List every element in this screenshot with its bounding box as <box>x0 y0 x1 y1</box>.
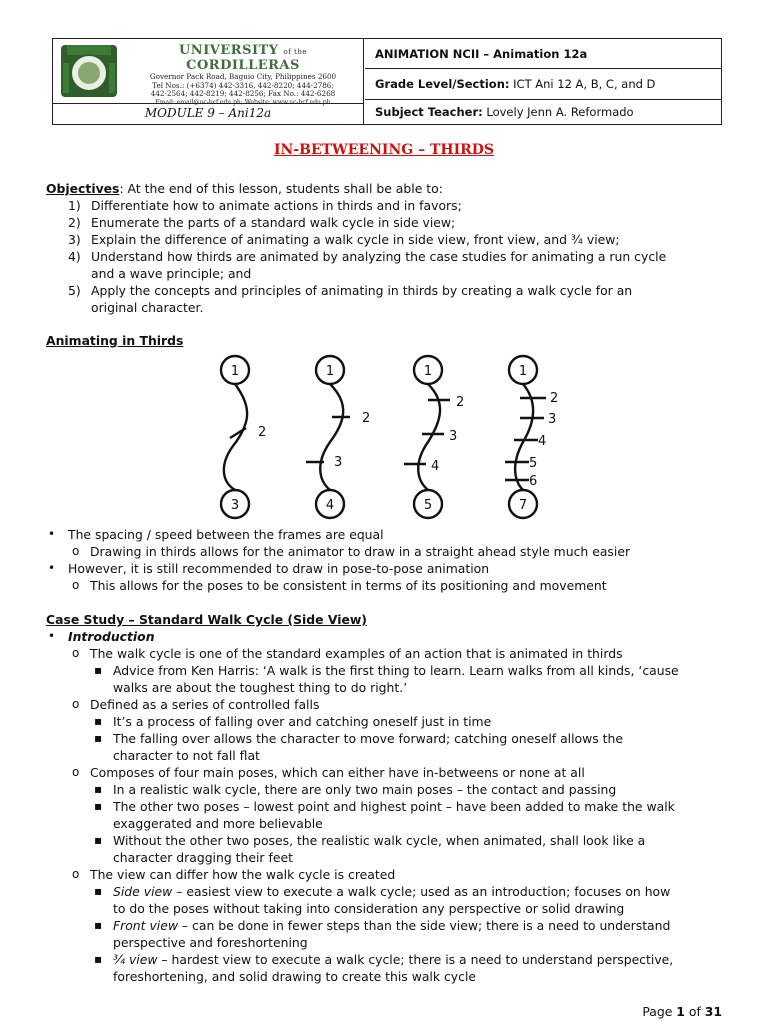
bullet-text: Composes of four main poses, which can either have in-betweens or none at all <box>90 765 585 780</box>
frame-label: 7 <box>518 498 528 513</box>
university-block <box>53 39 363 104</box>
bullet-square: ▪ <box>94 833 103 847</box>
objective-number: 2) <box>68 215 81 230</box>
header-left <box>53 39 364 124</box>
university-seal-icon <box>59 43 119 99</box>
bullet-text: The view can differ how the walk cycle is created <box>90 867 396 882</box>
frame-label: 2 <box>550 391 559 406</box>
bullet-text: Without the other two poses, the realistic walk cycle, when animated, shall look like a <box>113 833 646 848</box>
bullet-text: Front view – can be done in fewer steps than the side view; there is a need to understand <box>113 918 671 933</box>
section-heading-case-study: Case Study – Standard Walk Cycle (Side View) <box>46 612 367 627</box>
frame-label: 2 <box>258 425 267 440</box>
bullet-square: ▪ <box>94 714 103 728</box>
objective-text: Enumerate the parts of a standard walk cycle in side view; <box>91 215 456 230</box>
objective-text: Apply the concepts and principles of animating in thirds by creating a walk cycle for an <box>91 283 633 298</box>
bullet-square: ▪ <box>94 884 103 898</box>
frame-label: 2 <box>362 411 371 426</box>
bullet-square: ▪ <box>94 952 103 966</box>
bullet-square: ▪ <box>94 918 103 932</box>
bullet-circle: o <box>72 646 80 660</box>
frame-label: 5 <box>529 456 538 471</box>
objective-number: 4) <box>68 249 81 264</box>
bullet-text: perspective and foreshortening <box>113 935 308 950</box>
bullet-square: ▪ <box>94 782 103 796</box>
bullet-text: The spacing / speed between the frames are equal <box>68 527 384 542</box>
section-heading-thirds: Animating in Thirds <box>46 333 184 348</box>
introduction-label: Introduction <box>68 629 155 644</box>
bullet-text: Defined as a series of controlled falls <box>90 697 320 712</box>
bullet-text: exaggerated and more believable <box>113 816 323 831</box>
bullet-text: walks are about the toughest thing to do right.’ <box>113 680 408 695</box>
address: Governor Pack Road, Baguio City, Philippines 2600 <box>149 72 337 81</box>
bullet-circle: o <box>72 765 80 779</box>
bullet-text: Advice from Ken Harris: ‘A walk is the first thing to learn. Learn walks from all kinds, ‘cause <box>113 663 679 678</box>
bullet-text: The walk cycle is one of the standard examples of an action that is animated in thirds <box>90 646 623 661</box>
bullet-dot: • <box>48 561 56 575</box>
bullet-square: ▪ <box>94 731 103 745</box>
bullet-text: character to not fall flat <box>113 748 260 763</box>
bullet-dot: • <box>48 527 56 541</box>
bullet-circle: o <box>72 697 80 711</box>
thirds-diagram <box>200 352 560 522</box>
subject-teacher: Subject Teacher: Lovely Jenn A. Reformado <box>375 105 634 119</box>
objective-text: original character. <box>91 300 204 315</box>
objective-text: Differentiate how to animate actions in thirds and in favors; <box>91 198 462 213</box>
objective-text: Understand how thirds are animated by analyzing the case studies for animating a run cycle <box>91 249 667 264</box>
frame-label: 4 <box>538 434 547 449</box>
tel-line-2: 442-2564; 442-8219; 442-8256; Fax No.: 442-6268 <box>150 89 336 99</box>
frame-label: 4 <box>431 459 440 474</box>
bullet-text: foreshortening, and solid drawing to create this walk cycle <box>113 969 477 984</box>
university-info <box>127 43 359 107</box>
bullet-text: Side view – easiest view to execute a walk cycle; used as an introduction; focuses on how <box>113 884 671 899</box>
frame-label: 1 <box>325 364 335 379</box>
bullet-text: Drawing in thirds allows for the animator to draw in a straight ahead style much easier <box>90 544 631 559</box>
frame-label: 3 <box>449 429 458 444</box>
bullet-text: The other two poses – lowest point and highest point – have been added to make the walk <box>113 799 675 814</box>
frame-label: 4 <box>325 498 335 513</box>
university-name: UNIVERSITY of the CORDILLERAS <box>178 43 308 73</box>
frame-label: 5 <box>423 498 433 513</box>
email-line: Email: email@uc-bcf.edu.ph; Website: www.uc-bcf.edu.ph <box>155 98 331 106</box>
page-number: Page 1 of 31 <box>642 1004 722 1019</box>
grade-level: Grade Level/Section: ICT Ani 12 A, B, C, and D <box>365 69 721 100</box>
page-title: IN-BETWEENING – THIRDS <box>273 142 495 158</box>
bullet-circle: o <box>72 578 80 592</box>
bullet-text: ¾ view – hardest view to execute a walk cycle; there is a need to understand perspective, <box>113 952 674 967</box>
objectives-intro: Objectives: At the end of this lesson, students shall be able to: <box>46 181 443 196</box>
bullet-text: However, it is still recommended to draw in pose-to-pose animation <box>68 561 490 576</box>
bullet-text: The falling over allows the character to move forward; catching oneself allows the <box>113 731 623 746</box>
frame-label: 3 <box>334 455 343 470</box>
bullet-text: It’s a process of falling over and catching oneself just in time <box>113 714 492 729</box>
course-title: ANIMATION NCII – Animation 12a <box>365 39 721 69</box>
frame-label: 1 <box>518 364 528 379</box>
bullet-square: ▪ <box>94 663 103 677</box>
frame-label: 1 <box>423 364 433 379</box>
module-label: MODULE 9 – Ani12a <box>144 106 272 120</box>
bullet-text: This allows for the poses to be consistent in terms of its positioning and movement <box>90 578 607 593</box>
bullet-square: ▪ <box>94 799 103 813</box>
bullet-text: character dragging their feet <box>113 850 293 865</box>
objective-text: Explain the difference of animating a walk cycle in side view, front view, and ¾ view; <box>91 232 620 247</box>
bullet-text: to do the poses without taking into consideration any perspective or solid drawing <box>113 901 625 916</box>
objective-text: and a wave principle; and <box>91 266 252 281</box>
bullet-dot: • <box>48 629 56 643</box>
frame-label: 2 <box>456 395 465 410</box>
frame-label: 3 <box>230 498 240 513</box>
bullet-circle: o <box>72 544 80 558</box>
frame-label: 1 <box>230 364 240 379</box>
bullet-circle: o <box>72 867 80 881</box>
frame-label: 3 <box>548 412 557 427</box>
header-table <box>52 38 722 125</box>
frame-label: 6 <box>529 474 538 489</box>
objective-number: 1) <box>68 198 81 213</box>
objective-number: 5) <box>68 283 81 298</box>
tel-line-1: Tel Nos.: (+6374) 442-3316, 442-8220; 444-2786; <box>152 80 334 90</box>
objective-number: 3) <box>68 232 81 247</box>
header-right <box>365 39 721 124</box>
bullet-text: In a realistic walk cycle, there are only two main poses – the contact and passing <box>113 782 617 797</box>
